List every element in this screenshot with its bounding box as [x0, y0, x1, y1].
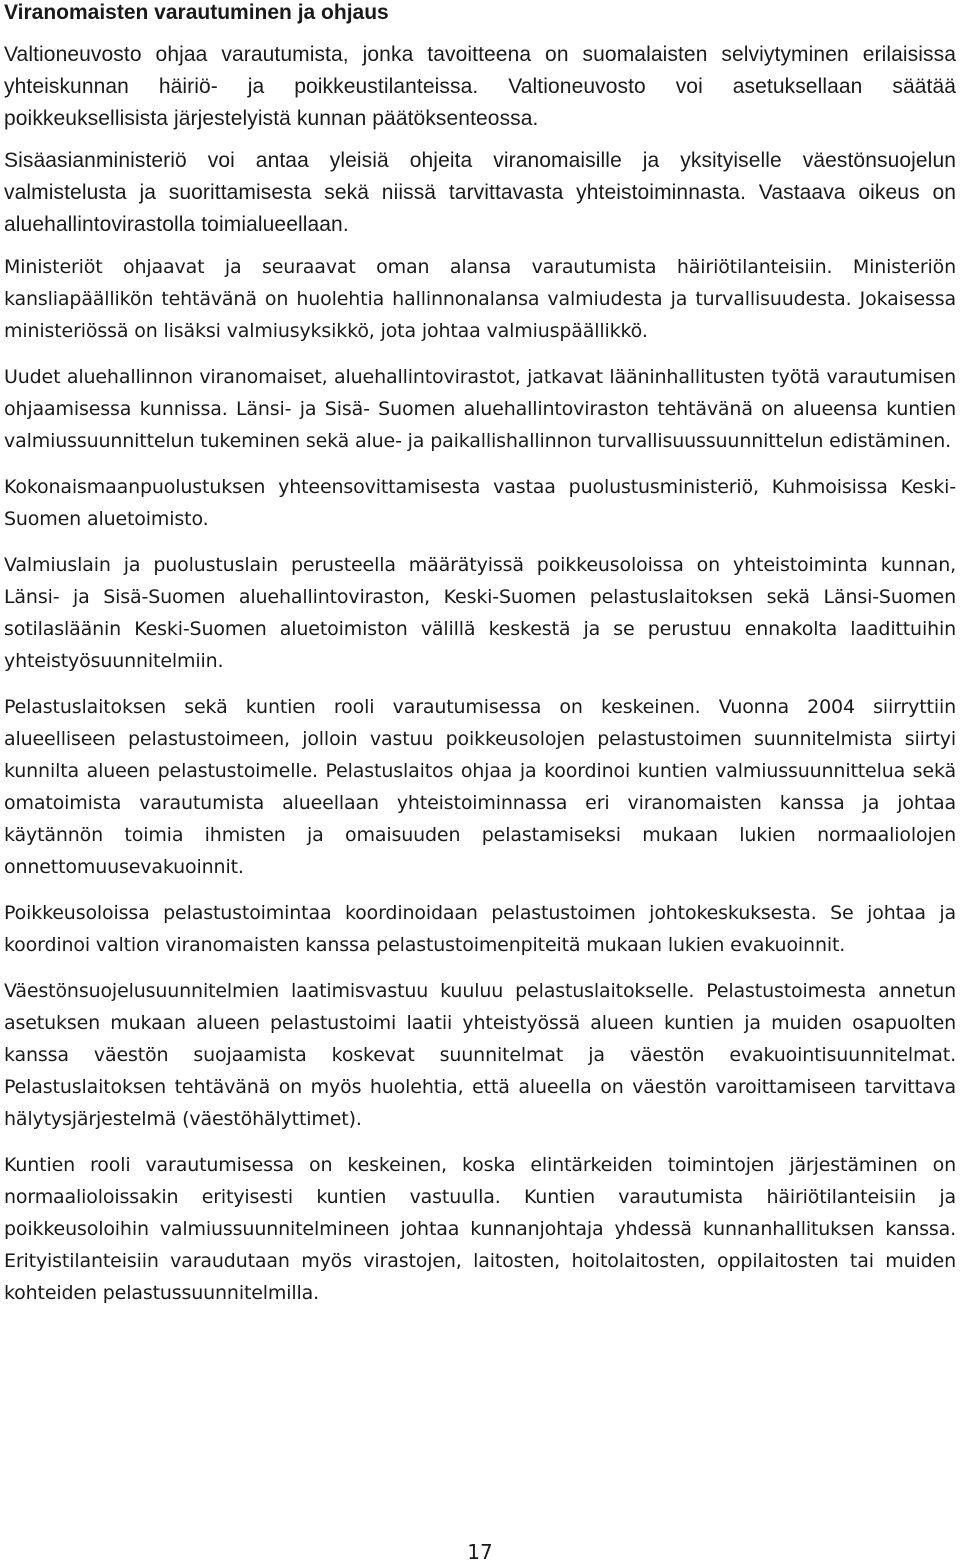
section-heading: Viranomaisten varautuminen ja ohjaus	[4, 1, 389, 24]
paragraph-6: Valmiuslain ja puolustuslain perusteella määrätyissä poikkeusoloissa on yhteistoiminta kunnan, Länsi- ja Sisä-Suomen aluehallintoviraston, Keski-Suomen pelastuslaitoksen sekä Länsi-Suomen sotilasläänin Keski-Suomen aluetoimiston välillä keskestä ja se perustuu ennakolta laadittuihin yhteistyösuunnitelmiin.	[4, 554, 956, 672]
paragraph-7: Pelastuslaitoksen sekä kuntien rooli varautumisessa on keskeinen. Vuonna 2004 siirryttiin alueelliseen pelastustoimeen, jolloin vastuu poikkeusolojen pelastustoimen suunnitelmista siirtyi kunnilta alueen pelastustoimelle. Pelastuslaitos ohjaa ja koordinoi kuntien valmiussuunnittelua sekä omatoimista varautumista alueellaan yhteistoiminnassa eri viranomaisten kanssa ja johtaa käytännön toimia ihmisten ja omaisuuden pelastamiseksi mukaan lukien normaaliolojen onnettomuusevakuoinnit.	[4, 696, 956, 878]
paragraph-5: Kokonaismaanpuolustuksen yhteensovittamisesta vastaa puolustusministeriö, Kuhmoisissa Keski-Suomen aluetoimisto.	[4, 476, 956, 530]
paragraph-10: Kuntien rooli varautumisessa on keskeinen, koska elintärkeiden toimintojen järjestäminen on normaalioloissakin erityisesti kuntien vastuulla. Kuntien varautumista häiriötilanteisiin ja poikkeusoloihin valmiussuunnitelmineen johtaa kunnanjohtaja yhdessä kunnanhallituksen kanssa. Erityistilanteisiin varaudutaan myös virastojen, laitosten, hoitolaitosten, oppilaitosten tai muiden kohteiden pelastussuunnitelmilla.	[4, 1154, 956, 1304]
paragraph-8: Poikkeusoloissa pelastustoimintaa koordinoidaan pelastustoimen johtokeskuksesta. Se johtaa ja koordinoi valtion viranomaisten kanssa pelastustoimenpiteitä mukaan lukien evakuoinnit.	[4, 902, 956, 956]
paragraph-3: Ministeriöt ohjaavat ja seuraavat oman alansa varautumista häiriötilanteisiin. Ministeriön kansliapäällikön tehtävänä on huolehtia hallinnonalansa valmiudesta ja turvallisuudesta. Jokaisessa ministeriössä on lisäksi valmiusyksikkö, jota johtaa valmiuspäällikkö.	[4, 256, 956, 342]
paragraph-2: Sisäasianministeriö voi antaa yleisiä ohjeita viranomaisille ja yksityiselle väestönsuojelun valmistelusta ja suorittamisesta sekä niissä tarvittavasta yhteistoiminnasta. Vastaava oikeus on aluehallintovirastolla toimialueellaan.	[4, 149, 956, 236]
paragraph-9: Väestönsuojelusuunnitelmien laatimisvastuu kuuluu pelastuslaitokselle. Pelastustoimesta annetun asetuksen mukaan alueen pelastustoimi laatii yhteistyössä alueen kuntien ja muiden osapuolten kanssa väestön suojaamista koskevat suunnitelmat ja väestön evakuointisuunnitelmat. Pelastuslaitoksen tehtävänä on myös huolehtia, että alueella on väestön varoittamiseen tarvittava hälytysjärjestelmä (väestöhälyttimet).	[4, 980, 956, 1130]
page-number: 17	[467, 1540, 493, 1564]
paragraph-1: Valtioneuvosto ohjaa varautumista, jonka tavoitteena on suomalaisten selviytyminen erilaisissa yhteiskunnan häiriö- ja poikkeustilanteissa. Valtioneuvosto voi asetuksellaan säätää poikkeuksellisista järjestelyistä kunnan päätöksenteossa.	[4, 43, 956, 130]
document-page	[4, 0, 956, 1309]
paragraph-4: Uudet aluehallinnon viranomaiset, aluehallintovirastot, jatkavat lääninhallitusten työtä varautumisen ohjaamisessa kunnissa. Länsi- ja Sisä- Suomen aluehallintoviraston tehtävänä on alueensa kuntien valmiussuunnittelun tukeminen sekä alue- ja paikallishallinnon turvallisuussuunnittelun edistäminen.	[4, 366, 956, 452]
